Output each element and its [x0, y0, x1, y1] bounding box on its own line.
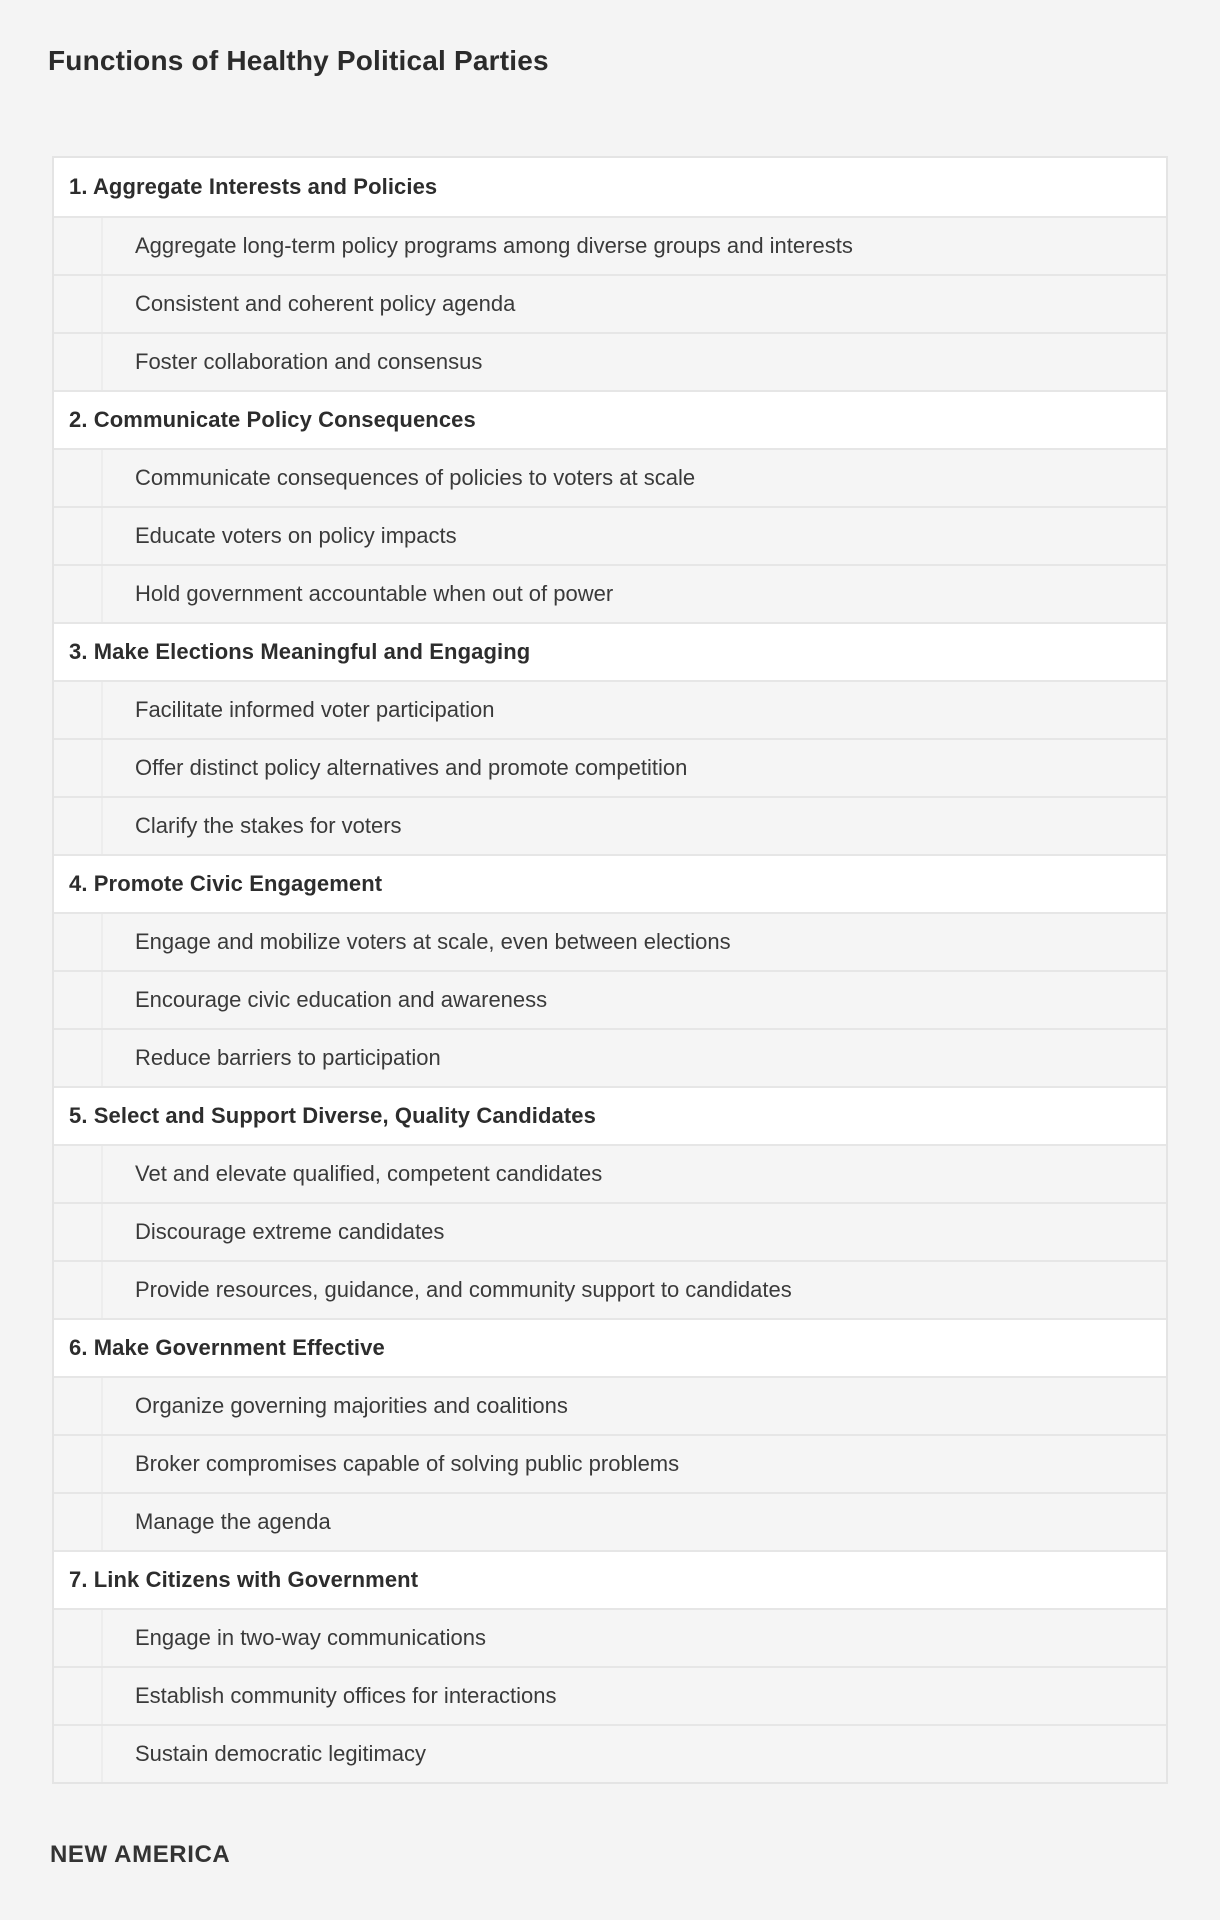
section-heading: 2. Communicate Policy Consequences [69, 407, 476, 432]
item-text: Hold government accountable when out of power [135, 581, 614, 606]
item-gutter-cell [54, 334, 103, 390]
item-row [54, 1260, 1166, 1318]
item-gutter-cell [54, 1262, 103, 1318]
item-text: Foster collaboration and consensus [135, 349, 483, 374]
section-header-row [54, 1550, 1166, 1608]
item-text: Aggregate long-term policy programs among diverse groups and interests [135, 233, 853, 258]
item-row [54, 1144, 1166, 1202]
item-text: Clarify the stakes for voters [135, 813, 402, 838]
item-gutter-cell [54, 1204, 103, 1260]
item-row [54, 738, 1166, 796]
item-row [54, 912, 1166, 970]
item-gutter-cell [54, 450, 103, 506]
item-text: Broker compromises capable of solving public problems [135, 1451, 680, 1476]
section-header-row [54, 1318, 1166, 1376]
item-text: Discourage extreme candidates [135, 1219, 445, 1244]
item-gutter-cell [54, 1378, 103, 1434]
section-heading: 6. Make Government Effective [69, 1335, 385, 1360]
item-gutter-cell [54, 682, 103, 738]
item-text: Provide resources, guidance, and community support to candidates [135, 1277, 792, 1302]
item-text: Consistent and coherent policy agenda [135, 291, 516, 316]
item-gutter-cell [54, 1146, 103, 1202]
item-row [54, 1202, 1166, 1260]
item-gutter-cell [54, 972, 103, 1028]
item-row [54, 216, 1166, 274]
item-row [54, 1028, 1166, 1086]
item-gutter-cell [54, 508, 103, 564]
section-header-row [54, 390, 1166, 448]
item-row [54, 1666, 1166, 1724]
item-gutter-cell [54, 218, 103, 274]
item-text: Reduce barriers to participation [135, 1045, 441, 1070]
item-row [54, 1608, 1166, 1666]
item-gutter-cell [54, 1668, 103, 1724]
section-heading: 4. Promote Civic Engagement [69, 871, 383, 896]
section-header-row [54, 1086, 1166, 1144]
item-gutter-cell [54, 1494, 103, 1550]
item-row [54, 448, 1166, 506]
section-header-row [54, 158, 1166, 216]
item-gutter-cell [54, 914, 103, 970]
item-row [54, 1724, 1166, 1782]
item-text: Establish community offices for interactions [135, 1683, 557, 1708]
section-heading: 3. Make Elections Meaningful and Engaging [69, 639, 531, 664]
item-text: Offer distinct policy alternatives and promote competition [135, 755, 688, 780]
section-heading: 7. Link Citizens with Government [69, 1567, 419, 1592]
item-row [54, 506, 1166, 564]
item-gutter-cell [54, 1030, 103, 1086]
item-gutter-cell [54, 1610, 103, 1666]
item-text: Sustain democratic legitimacy [135, 1741, 427, 1766]
item-row [54, 1376, 1166, 1434]
item-gutter-cell [54, 276, 103, 332]
source-attribution: NEW AMERICA [50, 1841, 231, 1868]
item-text: Manage the agenda [135, 1509, 331, 1534]
section-heading: 1. Aggregate Interests and Policies [69, 174, 438, 199]
item-row [54, 796, 1166, 854]
item-row [54, 680, 1166, 738]
item-text: Engage and mobilize voters at scale, even between elections [135, 929, 731, 954]
item-text: Vet and elevate qualified, competent candidates [135, 1161, 603, 1186]
functions-table [52, 156, 1168, 1784]
section-heading: 5. Select and Support Diverse, Quality Candidates [69, 1103, 596, 1128]
page-title: Functions of Healthy Political Parties [48, 45, 549, 76]
item-gutter-cell [54, 1726, 103, 1782]
item-gutter-cell [54, 740, 103, 796]
item-row [54, 564, 1166, 622]
section-header-row [54, 622, 1166, 680]
item-text: Educate voters on policy impacts [135, 523, 457, 548]
item-row [54, 970, 1166, 1028]
section-header-row [54, 854, 1166, 912]
item-text: Organize governing majorities and coalitions [135, 1393, 568, 1418]
item-row [54, 332, 1166, 390]
item-text: Encourage civic education and awareness [135, 987, 548, 1012]
item-gutter-cell [54, 1436, 103, 1492]
item-row [54, 274, 1166, 332]
item-text: Engage in two-way communications [135, 1625, 486, 1650]
item-text: Communicate consequences of policies to voters at scale [135, 465, 696, 490]
item-gutter-cell [54, 798, 103, 854]
item-row [54, 1492, 1166, 1550]
item-gutter-cell [54, 566, 103, 622]
item-text: Facilitate informed voter participation [135, 697, 495, 722]
item-row [54, 1434, 1166, 1492]
